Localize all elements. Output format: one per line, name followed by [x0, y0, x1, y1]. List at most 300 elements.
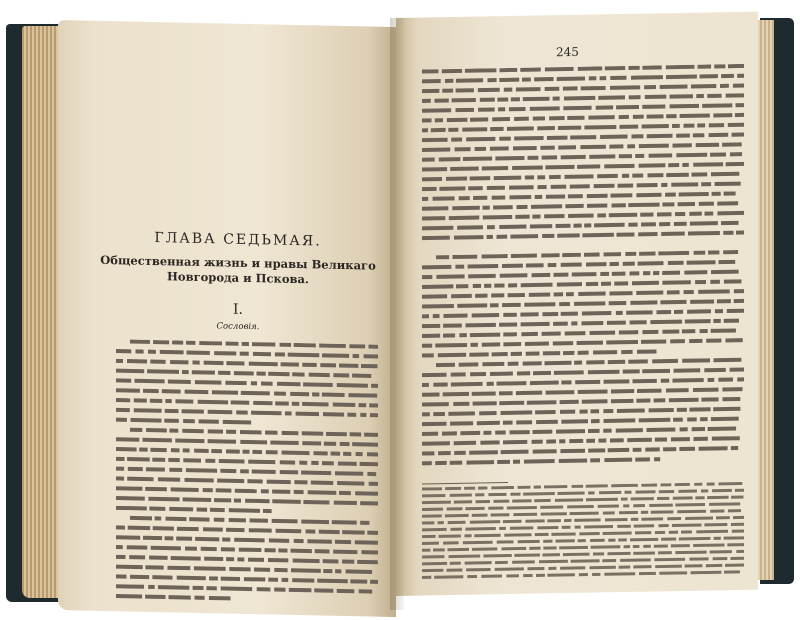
- text-line-word: [554, 370, 584, 375]
- text-line-word: [447, 507, 463, 510]
- text-line-word: [451, 137, 462, 141]
- text-line-word: [661, 379, 669, 383]
- text-line-word: [231, 400, 250, 404]
- text-line-word: [601, 282, 611, 286]
- text-line-word: [688, 231, 720, 236]
- text-line-word: [707, 94, 721, 98]
- text-line-word: [529, 547, 540, 550]
- text-line-word: [422, 412, 430, 416]
- text-line-word: [214, 498, 231, 502]
- text-line-word: [499, 137, 511, 141]
- text-line-word: [422, 383, 429, 387]
- text-line-word: [560, 410, 575, 414]
- text-line-word: [617, 408, 645, 412]
- text-line-word: [682, 163, 688, 167]
- text-line-word: [690, 221, 718, 225]
- text-line-word: [422, 89, 439, 93]
- text-line-word: [543, 553, 560, 556]
- text-line-word: [448, 411, 475, 415]
- text-line-word: [449, 216, 480, 221]
- text-line-word: [186, 341, 195, 345]
- text-line-word: [194, 449, 209, 453]
- text-line-word: [666, 388, 689, 392]
- text-line-word: [482, 254, 508, 258]
- text-line-word: [667, 290, 680, 294]
- text-line-word: [693, 543, 724, 547]
- text-line-word: [666, 65, 695, 70]
- text-line-word: [438, 353, 466, 357]
- text-line-word: [197, 508, 208, 512]
- text-line-word: [677, 408, 687, 412]
- text-line-word: [520, 67, 541, 71]
- text-line-word: [680, 114, 710, 119]
- text-line-word: [654, 398, 666, 402]
- text-line-word: [653, 271, 659, 275]
- text-line-word: [490, 372, 513, 376]
- text-line-word: [717, 299, 731, 303]
- text-line-word: [660, 85, 688, 89]
- text-line-word: [727, 543, 744, 546]
- text-line-word: [265, 548, 276, 552]
- text-line-word: [629, 66, 640, 70]
- text-line-word: [639, 251, 655, 255]
- text-line-word: [349, 344, 365, 348]
- text-line-word: [269, 538, 289, 542]
- text-line-word: [561, 263, 582, 267]
- text-line-word: [689, 557, 708, 560]
- text-line-word: [535, 533, 549, 536]
- text-line-word: [475, 294, 487, 298]
- text-line-word: [203, 527, 223, 531]
- text-line-word: [609, 301, 627, 305]
- text-line-word: [422, 451, 434, 455]
- text-line-word: [684, 290, 694, 294]
- text-line-word: [542, 234, 554, 238]
- text-line-word: [153, 340, 169, 344]
- text-line-word: [594, 223, 625, 228]
- text-line-word: [177, 527, 199, 531]
- text-line-word: [342, 530, 365, 534]
- right-body-text-2: [422, 250, 744, 476]
- text-line-word: [691, 571, 722, 575]
- text-line-word: [645, 95, 667, 99]
- text-line-word: [139, 448, 148, 452]
- text-line-word: [195, 380, 222, 385]
- text-line-word: [565, 174, 594, 179]
- text-line-word: [604, 458, 632, 462]
- text-line-word: [474, 534, 500, 537]
- text-line-word: [579, 573, 588, 576]
- text-line-word: [337, 383, 368, 388]
- text-line-word: [712, 192, 721, 196]
- text-line-word: [571, 321, 577, 325]
- text-line-word: [685, 564, 703, 567]
- text-line-word: [577, 164, 600, 168]
- text-line-word: [630, 300, 657, 304]
- text-line-word: [492, 195, 506, 199]
- text-line-word: [709, 502, 740, 506]
- text-line-word: [603, 409, 613, 413]
- text-line-word: [280, 343, 292, 347]
- text-line-word: [294, 480, 307, 484]
- text-line-word: [369, 403, 378, 407]
- text-line-word: [616, 311, 623, 315]
- text-line-word: [497, 381, 527, 386]
- text-line-word: [494, 176, 522, 180]
- text-line-word: [668, 261, 684, 265]
- text-line-word: [303, 382, 333, 387]
- text-line-word: [549, 175, 561, 179]
- text-line-word: [693, 388, 719, 392]
- text-line-word: [204, 557, 223, 561]
- text-line-word: [422, 167, 447, 171]
- text-line-word: [602, 559, 616, 562]
- text-line-word: [547, 519, 561, 522]
- text-line-word: [682, 358, 710, 362]
- text-line-word: [546, 194, 565, 198]
- text-line-word: [335, 569, 341, 573]
- text-line-word: [116, 496, 145, 501]
- text-line-word: [627, 144, 635, 148]
- text-line-word: [701, 489, 708, 492]
- text-line-word: [439, 157, 461, 161]
- text-line-word: [714, 358, 742, 362]
- text-line-word: [630, 320, 647, 324]
- text-line-word: [337, 589, 355, 593]
- text-line-word: [588, 115, 614, 119]
- text-line-word: [670, 94, 694, 98]
- text-line-word: [635, 531, 651, 534]
- footnote-divider: [422, 482, 508, 485]
- text-line-word: [641, 339, 666, 343]
- text-line-word: [578, 66, 602, 70]
- text-line-word: [607, 321, 626, 325]
- text-line-word: [610, 291, 633, 295]
- text-line-word: [369, 482, 378, 486]
- text-line-word: [187, 350, 210, 354]
- text-line-word: [693, 133, 705, 137]
- text-line-word: [619, 115, 629, 119]
- section-number: I.: [233, 301, 243, 318]
- text-line-word: [275, 401, 289, 405]
- text-line-word: [226, 430, 236, 434]
- text-line-word: [710, 280, 720, 284]
- text-line-word: [699, 202, 714, 206]
- text-line-word: [608, 552, 631, 555]
- text-line-word: [728, 509, 741, 512]
- text-line-word: [594, 184, 615, 188]
- text-line-word: [543, 546, 556, 549]
- text-line-word: [433, 196, 455, 200]
- text-line-word: [666, 114, 676, 118]
- text-line-word: [299, 461, 307, 465]
- text-line-word: [706, 339, 721, 343]
- text-line-word: [641, 222, 656, 226]
- text-line-word: [454, 441, 476, 445]
- text-line-word: [352, 442, 378, 447]
- text-line-word: [707, 482, 715, 485]
- text-line-word: [625, 252, 636, 256]
- text-line-word: [560, 400, 579, 404]
- text-line-word: [199, 341, 222, 345]
- text-line-word: [655, 531, 665, 534]
- text-line-word: [628, 223, 637, 227]
- text-line-word: [116, 545, 123, 549]
- text-line-word: [622, 174, 629, 178]
- text-line-word: [642, 124, 669, 128]
- text-line-word: [322, 353, 349, 358]
- text-line-word: [645, 447, 659, 451]
- text-line-word: [503, 520, 522, 523]
- text-line-word: [438, 451, 451, 455]
- text-line-word: [625, 491, 632, 494]
- text-line-word: [508, 362, 519, 366]
- text-line-word: [586, 484, 608, 487]
- text-line-word: [311, 461, 318, 465]
- text-line-word: [687, 417, 697, 421]
- text-line-word: [422, 494, 445, 497]
- text-line-word: [235, 489, 257, 493]
- text-line-word: [734, 299, 744, 303]
- text-line-word: [182, 429, 203, 433]
- text-line-word: [294, 490, 304, 494]
- text-line-word: [521, 332, 538, 336]
- text-line-word: [674, 310, 683, 314]
- text-line-word: [582, 321, 604, 325]
- text-line-word: [136, 349, 144, 353]
- text-line-word: [241, 391, 270, 396]
- text-line-word: [558, 492, 585, 495]
- text-line-word: [604, 252, 621, 256]
- text-line-word: [572, 272, 597, 276]
- text-line-word: [658, 251, 689, 256]
- text-line-word: [449, 555, 481, 559]
- book-gutter: [390, 18, 404, 610]
- text-line-word: [623, 262, 635, 266]
- text-line-word: [600, 76, 607, 80]
- text-line-word: [355, 540, 378, 544]
- text-line-word: [676, 133, 690, 137]
- text-line-word: [226, 449, 240, 453]
- text-line-word: [632, 134, 644, 138]
- text-line-word: [290, 392, 309, 396]
- text-line-word: [339, 491, 351, 495]
- text-line-word: [639, 572, 656, 575]
- text-line-word: [422, 99, 431, 103]
- text-line-word: [465, 527, 495, 531]
- text-line-word: [422, 177, 442, 181]
- text-line-word: [543, 540, 552, 543]
- text-line-word: [526, 351, 540, 355]
- text-line-word: [422, 487, 442, 490]
- text-line-word: [367, 452, 378, 456]
- text-line-word: [192, 370, 215, 374]
- text-line-word: [454, 235, 483, 240]
- text-line-word: [371, 384, 378, 388]
- text-line-word: [621, 498, 628, 501]
- text-line-word: [525, 342, 549, 346]
- text-line-word: [708, 378, 715, 382]
- text-line-word: [350, 432, 362, 436]
- text-line-word: [460, 431, 480, 435]
- text-line-word: [360, 462, 378, 466]
- text-line-word: [171, 556, 201, 561]
- text-line-word: [544, 214, 564, 218]
- text-line-word: [709, 123, 724, 127]
- text-line-word: [537, 175, 545, 179]
- text-line-word: [225, 381, 246, 385]
- text-line-word: [439, 186, 465, 190]
- text-line-word: [587, 204, 607, 208]
- text-line-word: [243, 450, 250, 454]
- text-line-word: [666, 173, 689, 177]
- text-line-word: [608, 448, 630, 452]
- text-line-word: [442, 69, 462, 73]
- text-line-word: [559, 302, 570, 306]
- text-line-word: [478, 88, 500, 92]
- text-line-word: [560, 566, 585, 569]
- text-line-word: [642, 65, 661, 69]
- text-line-word: [553, 97, 560, 101]
- text-line-word: [360, 521, 369, 525]
- text-line-word: [129, 555, 145, 559]
- text-line-word: [619, 330, 638, 334]
- text-line-word: [153, 526, 174, 530]
- text-line-word: [733, 516, 744, 519]
- text-line-word: [502, 547, 527, 550]
- text-line-word: [547, 136, 568, 140]
- text-line-word: [465, 561, 492, 564]
- chapter-subtitle: Общественная жизнь и нравы Великаго Новгорода и Пскова.: [100, 252, 376, 287]
- text-line-word: [477, 421, 500, 425]
- text-line-word: [150, 399, 162, 403]
- text-line-word: [591, 419, 600, 423]
- text-line-word: [695, 496, 704, 499]
- text-line-word: [532, 273, 551, 277]
- text-line-word: [448, 521, 466, 524]
- text-line-word: [514, 117, 529, 121]
- text-line-word: [257, 587, 271, 591]
- text-line-word: [640, 213, 653, 217]
- text-line-word: [671, 182, 698, 186]
- text-line-word: [619, 511, 638, 514]
- text-line-word: [654, 544, 668, 547]
- text-line-word: [361, 364, 378, 368]
- text-line-word: [210, 508, 225, 512]
- text-line-word: [662, 202, 674, 206]
- text-line-word: [431, 128, 446, 132]
- text-line-word: [282, 431, 299, 435]
- text-line-word: [718, 211, 745, 215]
- text-line-word: [672, 523, 702, 527]
- text-line-word: [301, 519, 329, 524]
- text-line-word: [252, 469, 276, 474]
- text-line-word: [456, 108, 475, 112]
- text-line-word: [422, 521, 434, 524]
- text-line-word: [453, 255, 478, 259]
- text-line-word: [650, 320, 682, 325]
- text-line-word: [712, 436, 740, 440]
- text-line-word: [293, 559, 320, 564]
- text-line-word: [715, 182, 741, 186]
- text-line-word: [716, 516, 730, 519]
- text-line-word: [470, 372, 486, 376]
- text-line-word: [568, 214, 594, 218]
- text-line-word: [422, 508, 443, 511]
- text-line-word: [335, 540, 351, 544]
- text-line-word: [492, 117, 510, 121]
- text-line-word: [694, 483, 702, 486]
- text-line-word: [182, 409, 204, 413]
- text-line-word: [580, 409, 588, 413]
- text-line-word: [586, 262, 607, 266]
- text-line-word: [473, 196, 487, 200]
- text-line-word: [682, 329, 695, 333]
- text-line-word: [497, 235, 508, 239]
- text-line-word: [618, 183, 634, 187]
- text-line-word: [247, 479, 262, 483]
- text-line-word: [723, 250, 738, 254]
- text-line-word: [629, 95, 641, 99]
- text-line-word: [333, 550, 357, 555]
- text-line-word: [609, 144, 623, 148]
- text-line-word: [422, 118, 432, 122]
- text-line-word: [691, 84, 716, 88]
- text-line-word: [731, 446, 738, 450]
- text-line-word: [312, 392, 319, 396]
- text-line-word: [134, 398, 147, 402]
- text-line-word: [353, 354, 360, 358]
- text-line-word: [513, 460, 520, 464]
- text-line-word: [422, 441, 450, 445]
- text-line-word: [226, 528, 245, 532]
- text-line-word: [433, 382, 447, 386]
- text-line-word: [422, 576, 431, 579]
- text-line-word: [148, 497, 179, 502]
- text-line-word: [661, 483, 672, 486]
- text-line-word: [517, 371, 530, 375]
- text-line-word: [495, 430, 506, 434]
- text-line-word: [443, 333, 455, 337]
- text-line-word: [459, 362, 479, 366]
- text-line-word: [586, 360, 604, 364]
- text-line-word: [584, 125, 616, 130]
- text-line-word: [614, 281, 628, 285]
- text-line-word: [604, 572, 635, 576]
- text-line-word: [508, 283, 517, 287]
- text-line-word: [146, 428, 167, 432]
- text-line-word: [579, 532, 599, 535]
- text-line-word: [578, 351, 589, 355]
- text-line-word: [636, 193, 661, 197]
- text-line-word: [714, 537, 721, 540]
- text-line-word: [459, 196, 470, 200]
- text-line-word: [495, 561, 508, 564]
- text-line-word: [556, 224, 571, 228]
- text-line-word: [721, 74, 734, 78]
- text-line-word: [724, 279, 742, 283]
- text-line-word: [481, 575, 502, 578]
- text-line-word: [116, 574, 127, 578]
- text-line-word: [518, 486, 531, 489]
- text-line-word: [176, 399, 194, 403]
- text-line-word: [177, 576, 206, 581]
- text-line-word: [248, 558, 264, 562]
- text-line-word: [221, 586, 253, 591]
- text-line-word: [492, 352, 508, 356]
- text-line-word: [323, 559, 339, 563]
- text-line-word: [673, 496, 693, 499]
